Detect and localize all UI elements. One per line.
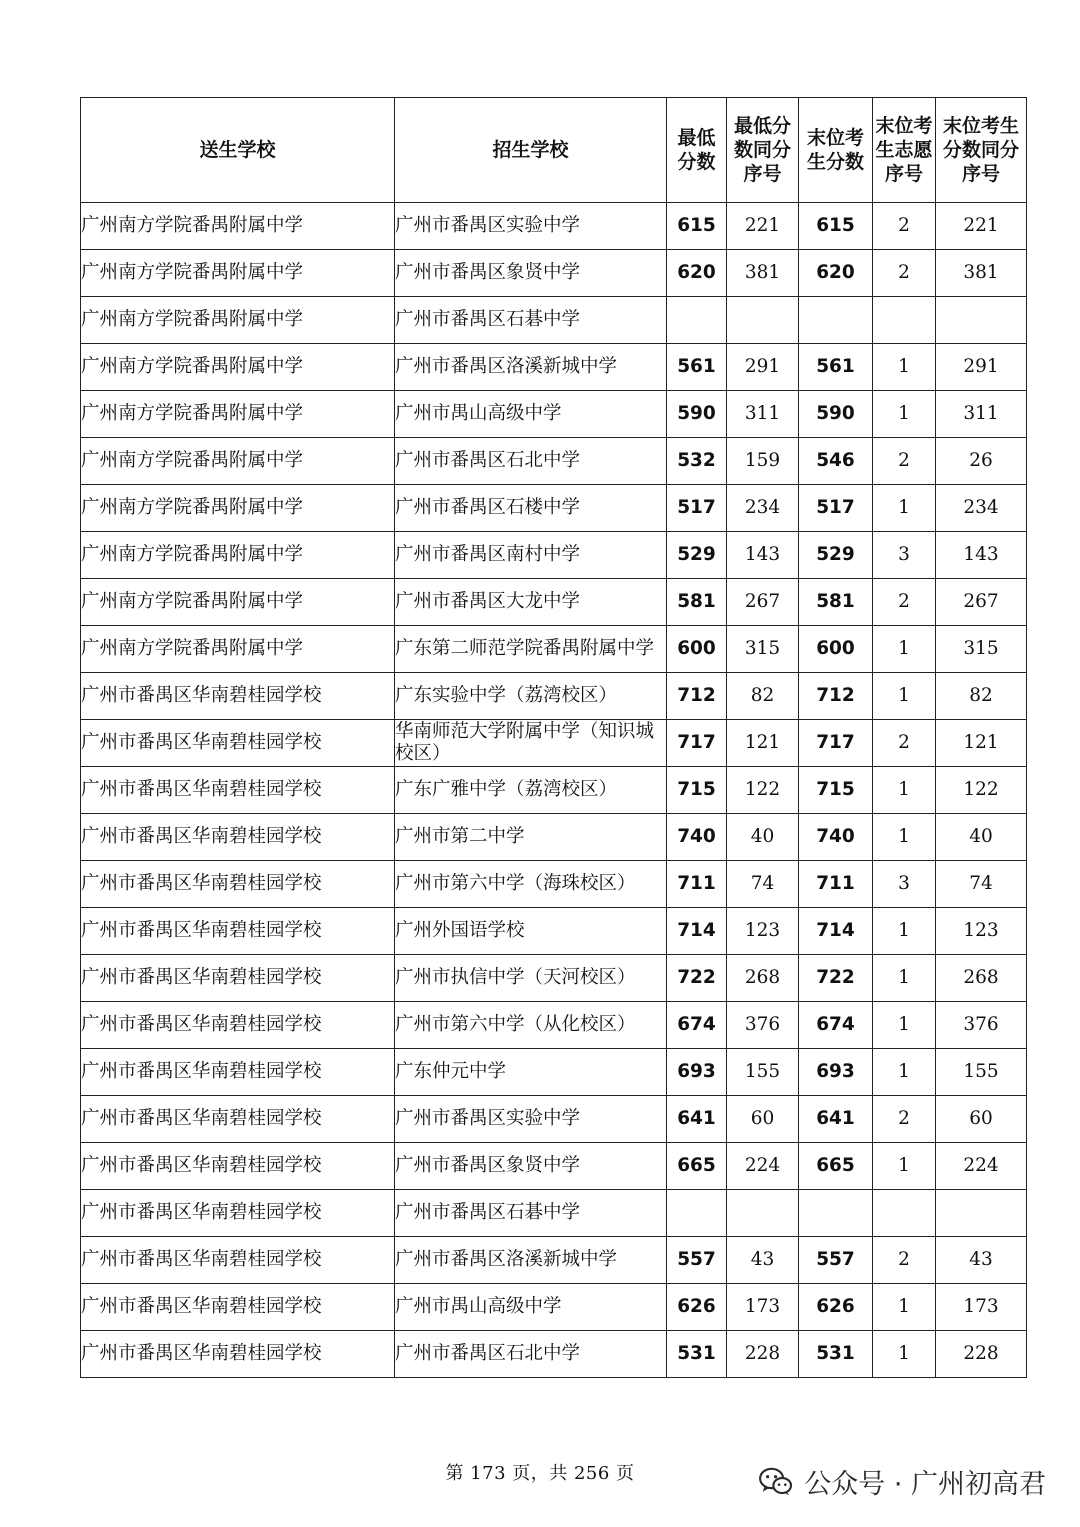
- table-row: [81, 532, 1027, 579]
- min-score-rank-cell: 381: [727, 250, 799, 297]
- last-choice-order-cell: 1: [873, 626, 936, 673]
- enrolling-school-cell: 广东实验中学（荔湾校区）: [395, 673, 667, 720]
- enrolling-school-cell: 广东仲元中学: [395, 1049, 667, 1096]
- last-score-cell: 693: [799, 1049, 873, 1096]
- table-row: [81, 485, 1027, 532]
- last-choice-order-cell: 1: [873, 908, 936, 955]
- min-score-rank-cell: 267: [727, 579, 799, 626]
- last-score-rank-cell: [936, 1190, 1027, 1237]
- enrolling-school-cell: 广东广雅中学（荔湾校区）: [395, 767, 667, 814]
- min-score-rank-cell: 268: [727, 955, 799, 1002]
- last-choice-order-cell: 1: [873, 1143, 936, 1190]
- table-row: [81, 673, 1027, 720]
- last-score-cell: 665: [799, 1143, 873, 1190]
- min-score-cell: 715: [667, 767, 727, 814]
- watermark-text: 公众号 · 广州初高君: [804, 1469, 1046, 1500]
- last-score-rank-cell: 291: [936, 344, 1027, 391]
- last-choice-order-cell: 2: [873, 1237, 936, 1284]
- enrolling-school-cell: 广州市禺山高级中学: [395, 1284, 667, 1331]
- admission-score-table: [80, 97, 1027, 1378]
- last-score-rank-cell: 376: [936, 1002, 1027, 1049]
- min-score-cell: 712: [667, 673, 727, 720]
- last-score-rank-cell: 74: [936, 861, 1027, 908]
- enrolling-school-cell: 广州市番禺区实验中学: [395, 203, 667, 250]
- min-score-cell: 722: [667, 955, 727, 1002]
- min-score-rank-cell: 291: [727, 344, 799, 391]
- min-score-rank-cell: 159: [727, 438, 799, 485]
- header-min-score: 最低分数: [667, 98, 727, 203]
- min-score-cell: 600: [667, 626, 727, 673]
- last-score-rank-cell: 121: [936, 720, 1027, 767]
- min-score-cell: 714: [667, 908, 727, 955]
- enrolling-school-cell: 广州市番禺区洛溪新城中学: [395, 1237, 667, 1284]
- min-score-rank-cell: 311: [727, 391, 799, 438]
- sending-school-cell: 广州南方学院番禺附属中学: [81, 250, 395, 297]
- min-score-rank-cell: 221: [727, 203, 799, 250]
- last-score-rank-cell: 228: [936, 1331, 1027, 1378]
- min-score-cell: 620: [667, 250, 727, 297]
- table-row: [81, 1002, 1027, 1049]
- header-last-score: 末位考生分数: [799, 98, 873, 203]
- sending-school-cell: 广州市番禺区华南碧桂园学校: [81, 1143, 395, 1190]
- table-row: [81, 1284, 1027, 1331]
- table-row: [81, 908, 1027, 955]
- last-score-cell: 714: [799, 908, 873, 955]
- last-choice-order-cell: 2: [873, 1096, 936, 1143]
- min-score-cell: 674: [667, 1002, 727, 1049]
- last-score-cell: [799, 297, 873, 344]
- last-choice-order-cell: 1: [873, 485, 936, 532]
- last-score-rank-cell: 221: [936, 203, 1027, 250]
- sending-school-cell: 广州市番禺区华南碧桂园学校: [81, 1190, 395, 1237]
- last-score-rank-cell: 43: [936, 1237, 1027, 1284]
- table-row: [81, 1143, 1027, 1190]
- enrolling-school-cell: 广州外国语学校: [395, 908, 667, 955]
- table-row: [81, 1096, 1027, 1143]
- table-row: [81, 297, 1027, 344]
- min-score-cell: 561: [667, 344, 727, 391]
- last-score-rank-cell: 143: [936, 532, 1027, 579]
- enrolling-school-cell: 广州市执信中学（天河校区）: [395, 955, 667, 1002]
- min-score-rank-cell: 82: [727, 673, 799, 720]
- min-score-cell: 517: [667, 485, 727, 532]
- last-score-cell: 715: [799, 767, 873, 814]
- min-score-rank-cell: [727, 297, 799, 344]
- last-score-cell: 546: [799, 438, 873, 485]
- min-score-rank-cell: 376: [727, 1002, 799, 1049]
- min-score-rank-cell: 40: [727, 814, 799, 861]
- last-score-rank-cell: 268: [936, 955, 1027, 1002]
- last-score-rank-cell: 173: [936, 1284, 1027, 1331]
- sending-school-cell: 广州市番禺区华南碧桂园学校: [81, 861, 395, 908]
- last-score-rank-cell: 40: [936, 814, 1027, 861]
- last-score-rank-cell: 381: [936, 250, 1027, 297]
- table-header-row: [81, 98, 1027, 203]
- sending-school-cell: 广州南方学院番禺附属中学: [81, 297, 395, 344]
- last-choice-order-cell: 2: [873, 203, 936, 250]
- table-row: [81, 438, 1027, 485]
- last-choice-order-cell: 2: [873, 720, 936, 767]
- min-score-rank-cell: 173: [727, 1284, 799, 1331]
- table-row: [81, 1049, 1027, 1096]
- enrolling-school-cell: 广州市番禺区石碁中学: [395, 1190, 667, 1237]
- enrolling-school-cell: 广州市番禺区石楼中学: [395, 485, 667, 532]
- last-score-rank-cell: 267: [936, 579, 1027, 626]
- enrolling-school-cell: 广州市第六中学（海珠校区）: [395, 861, 667, 908]
- min-score-rank-cell: 234: [727, 485, 799, 532]
- last-score-cell: 674: [799, 1002, 873, 1049]
- last-score-cell: 615: [799, 203, 873, 250]
- min-score-rank-cell: 122: [727, 767, 799, 814]
- last-score-rank-cell: 224: [936, 1143, 1027, 1190]
- last-choice-order-cell: 2: [873, 438, 936, 485]
- last-score-cell: 581: [799, 579, 873, 626]
- last-score-rank-cell: 315: [936, 626, 1027, 673]
- last-score-rank-cell: 26: [936, 438, 1027, 485]
- watermark: [758, 1462, 1046, 1501]
- last-score-rank-cell: 82: [936, 673, 1027, 720]
- last-score-cell: 600: [799, 626, 873, 673]
- last-score-rank-cell: 60: [936, 1096, 1027, 1143]
- min-score-rank-cell: 224: [727, 1143, 799, 1190]
- min-score-rank-cell: 60: [727, 1096, 799, 1143]
- table-row: [81, 767, 1027, 814]
- enrolling-school-cell: 广州市番禺区象贤中学: [395, 1143, 667, 1190]
- last-choice-order-cell: [873, 1190, 936, 1237]
- last-choice-order-cell: 1: [873, 814, 936, 861]
- min-score-cell: [667, 297, 727, 344]
- table-row: [81, 579, 1027, 626]
- last-score-cell: 557: [799, 1237, 873, 1284]
- min-score-cell: 626: [667, 1284, 727, 1331]
- sending-school-cell: 广州南方学院番禺附属中学: [81, 203, 395, 250]
- min-score-rank-cell: 143: [727, 532, 799, 579]
- enrolling-school-cell: 广州市番禺区洛溪新城中学: [395, 344, 667, 391]
- table-row: [81, 626, 1027, 673]
- header-last-choice-order: 末位考生志愿序号: [873, 98, 936, 203]
- min-score-rank-cell: 43: [727, 1237, 799, 1284]
- last-score-cell: 517: [799, 485, 873, 532]
- min-score-rank-cell: 74: [727, 861, 799, 908]
- last-choice-order-cell: 2: [873, 579, 936, 626]
- last-choice-order-cell: 1: [873, 344, 936, 391]
- header-sending-school: 送生学校: [81, 98, 395, 203]
- header-min-score-rank: 最低分数同分序号: [727, 98, 799, 203]
- table-row: [81, 391, 1027, 438]
- last-score-rank-cell: 311: [936, 391, 1027, 438]
- last-score-cell: 531: [799, 1331, 873, 1378]
- last-score-rank-cell: 122: [936, 767, 1027, 814]
- last-score-cell: 712: [799, 673, 873, 720]
- last-score-cell: 561: [799, 344, 873, 391]
- last-score-cell: 626: [799, 1284, 873, 1331]
- sending-school-cell: 广州市番禺区华南碧桂园学校: [81, 720, 395, 767]
- enrolling-school-cell: 广东第二师范学院番禺附属中学: [395, 626, 667, 673]
- last-score-cell: 722: [799, 955, 873, 1002]
- sending-school-cell: 广州市番禺区华南碧桂园学校: [81, 908, 395, 955]
- last-choice-order-cell: 3: [873, 532, 936, 579]
- min-score-cell: 581: [667, 579, 727, 626]
- min-score-cell: [667, 1190, 727, 1237]
- min-score-cell: 693: [667, 1049, 727, 1096]
- min-score-rank-cell: 121: [727, 720, 799, 767]
- last-score-cell: 717: [799, 720, 873, 767]
- last-choice-order-cell: [873, 297, 936, 344]
- sending-school-cell: 广州市番禺区华南碧桂园学校: [81, 814, 395, 861]
- table-row: [81, 1190, 1027, 1237]
- table-row: [81, 955, 1027, 1002]
- header-last-score-rank: 末位考生分数同分序号: [936, 98, 1027, 203]
- last-score-rank-cell: 123: [936, 908, 1027, 955]
- enrolling-school-cell: 广州市第六中学（从化校区）: [395, 1002, 667, 1049]
- table-row: [81, 861, 1027, 908]
- min-score-cell: 590: [667, 391, 727, 438]
- min-score-cell: 557: [667, 1237, 727, 1284]
- last-choice-order-cell: 1: [873, 955, 936, 1002]
- min-score-rank-cell: 228: [727, 1331, 799, 1378]
- enrolling-school-cell: 广州市番禺区大龙中学: [395, 579, 667, 626]
- last-score-cell: 740: [799, 814, 873, 861]
- table-row: [81, 250, 1027, 297]
- sending-school-cell: 广州南方学院番禺附属中学: [81, 579, 395, 626]
- last-score-rank-cell: 155: [936, 1049, 1027, 1096]
- min-score-cell: 717: [667, 720, 727, 767]
- min-score-rank-cell: 123: [727, 908, 799, 955]
- table-row: [81, 814, 1027, 861]
- table-row: [81, 1331, 1027, 1378]
- enrolling-school-cell: 华南师范大学附属中学（知识城校区）: [395, 720, 667, 767]
- min-score-cell: 531: [667, 1331, 727, 1378]
- enrolling-school-cell: 广州市第二中学: [395, 814, 667, 861]
- last-choice-order-cell: 1: [873, 1002, 936, 1049]
- sending-school-cell: 广州市番禺区华南碧桂园学校: [81, 1096, 395, 1143]
- last-score-cell: 529: [799, 532, 873, 579]
- sending-school-cell: 广州市番禺区华南碧桂园学校: [81, 1331, 395, 1378]
- last-score-cell: [799, 1190, 873, 1237]
- sending-school-cell: 广州市番禺区华南碧桂园学校: [81, 673, 395, 720]
- last-choice-order-cell: 1: [873, 767, 936, 814]
- enrolling-school-cell: 广州市番禺区实验中学: [395, 1096, 667, 1143]
- table-row: [81, 1237, 1027, 1284]
- last-choice-order-cell: 1: [873, 673, 936, 720]
- last-choice-order-cell: 1: [873, 1331, 936, 1378]
- min-score-cell: 711: [667, 861, 727, 908]
- page-number: 第 173 页，共 256 页: [445, 1463, 635, 1484]
- wechat-icon: [758, 1467, 794, 1497]
- last-choice-order-cell: 2: [873, 250, 936, 297]
- enrolling-school-cell: 广州市番禺区石北中学: [395, 438, 667, 485]
- min-score-cell: 665: [667, 1143, 727, 1190]
- last-score-cell: 620: [799, 250, 873, 297]
- enrolling-school-cell: 广州市番禺区石碁中学: [395, 297, 667, 344]
- sending-school-cell: 广州南方学院番禺附属中学: [81, 485, 395, 532]
- sending-school-cell: 广州南方学院番禺附属中学: [81, 344, 395, 391]
- sending-school-cell: 广州南方学院番禺附属中学: [81, 532, 395, 579]
- last-score-rank-cell: 234: [936, 485, 1027, 532]
- last-choice-order-cell: 3: [873, 861, 936, 908]
- table-body: [81, 203, 1027, 1378]
- table-row: [81, 203, 1027, 250]
- min-score-rank-cell: [727, 1190, 799, 1237]
- min-score-cell: 740: [667, 814, 727, 861]
- sending-school-cell: 广州市番禺区华南碧桂园学校: [81, 767, 395, 814]
- sending-school-cell: 广州南方学院番禺附属中学: [81, 438, 395, 485]
- last-choice-order-cell: 1: [873, 391, 936, 438]
- sending-school-cell: 广州市番禺区华南碧桂园学校: [81, 1002, 395, 1049]
- last-choice-order-cell: 1: [873, 1049, 936, 1096]
- table-row: [81, 344, 1027, 391]
- header-enrolling-school: 招生学校: [395, 98, 667, 203]
- sending-school-cell: 广州市番禺区华南碧桂园学校: [81, 1284, 395, 1331]
- min-score-cell: 529: [667, 532, 727, 579]
- last-score-rank-cell: [936, 297, 1027, 344]
- sending-school-cell: 广州南方学院番禺附属中学: [81, 626, 395, 673]
- min-score-rank-cell: 155: [727, 1049, 799, 1096]
- min-score-cell: 532: [667, 438, 727, 485]
- enrolling-school-cell: 广州市番禺区南村中学: [395, 532, 667, 579]
- enrolling-school-cell: 广州市番禺区石北中学: [395, 1331, 667, 1378]
- min-score-rank-cell: 315: [727, 626, 799, 673]
- sending-school-cell: 广州市番禺区华南碧桂园学校: [81, 1049, 395, 1096]
- min-score-cell: 641: [667, 1096, 727, 1143]
- last-score-cell: 590: [799, 391, 873, 438]
- table-row: [81, 720, 1027, 767]
- enrolling-school-cell: 广州市禺山高级中学: [395, 391, 667, 438]
- min-score-cell: 615: [667, 203, 727, 250]
- sending-school-cell: 广州市番禺区华南碧桂园学校: [81, 955, 395, 1002]
- sending-school-cell: 广州南方学院番禺附属中学: [81, 391, 395, 438]
- sending-school-cell: 广州市番禺区华南碧桂园学校: [81, 1237, 395, 1284]
- last-choice-order-cell: 1: [873, 1284, 936, 1331]
- last-score-cell: 711: [799, 861, 873, 908]
- last-score-cell: 641: [799, 1096, 873, 1143]
- enrolling-school-cell: 广州市番禺区象贤中学: [395, 250, 667, 297]
